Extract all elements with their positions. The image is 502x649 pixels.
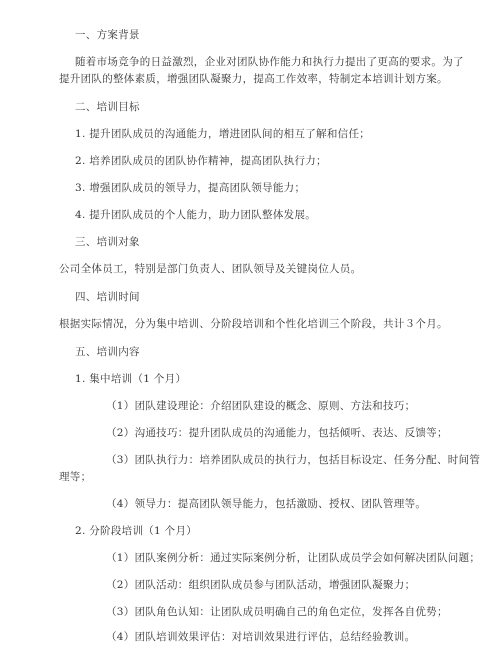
- background-paragraph-line-1: 随着市场竞争的日益激烈，企业对团队协作能力和执行力提出了更高的要求。为了: [75, 56, 464, 68]
- section-heading-content: 五、培训内容: [75, 346, 140, 358]
- section-heading-schedule: 四、培训时间: [75, 291, 140, 303]
- schedule-paragraph: 根据实际情况，分为集中培训、分阶段培训和个性化培训三个阶段，共计３个月。: [59, 318, 448, 330]
- section-heading-background: 一、方案背景: [75, 29, 140, 41]
- goal-item-4: 4. 提升团队成员的个人能力，助力团队整体发展。: [75, 209, 317, 221]
- goal-item-2: 2. 培养团队成员的团队协作精神，提高团队执行力；: [75, 155, 327, 167]
- content-part2-item-3: （3）团队角色认知：让团队成员明确自己的角色定位，发挥各自优势；: [106, 606, 448, 618]
- goal-item-1: 1. 提升团队成员的沟通能力，增进团队间的相互了解和信任；: [75, 128, 371, 140]
- goal-item-3: 3. 增强团队成员的领导力，提高团队领导能力；: [75, 182, 306, 194]
- section-heading-goals: 二、培训目标: [75, 101, 140, 113]
- content-part1-item-3: （3）团队执行力：培养团队成员的执行力，包括目标设定、任务分配、时间管: [106, 454, 481, 466]
- section-heading-audience: 三、培训对象: [75, 236, 140, 248]
- content-part1-item-2: （2）沟通技巧：提升团队成员的沟通能力，包括倾听、表达、反馈等；: [106, 427, 448, 439]
- content-part1-item-1: （1）团队建设理论：介绍团队建设的概念、原则、方法和技巧；: [106, 400, 416, 412]
- audience-paragraph: 公司全体员工，特别是部门负责人、团队领导及关键岗位人员。: [59, 263, 362, 275]
- content-part2-item-2: （2）团队活动：组织团队成员参与团队活动，增强团队凝聚力；: [106, 579, 416, 591]
- content-part1-item-4: （4）领导力：提高团队领导能力，包括激励、授权、团队管理等。: [106, 498, 427, 510]
- content-part2-item-4: （4）团队培训效果评估：对培训效果进行评估，总结经验教训。: [106, 631, 416, 643]
- content-part1-item-3-continued: 理等；: [59, 471, 92, 483]
- background-paragraph-line-2: 提升团队的整体素质，增强团队凝聚力，提高工作效率，特制定本培训计划方案。: [59, 73, 448, 85]
- content-part1-title: 1. 集中培训（1 个月）: [75, 373, 187, 385]
- content-part2-item-1: （1）团队案例分析：通过实际案例分析，让团队成员学会如何解决团队问题；: [106, 552, 481, 564]
- content-part2-title: 2. 分阶段培训（1 个月）: [75, 525, 198, 537]
